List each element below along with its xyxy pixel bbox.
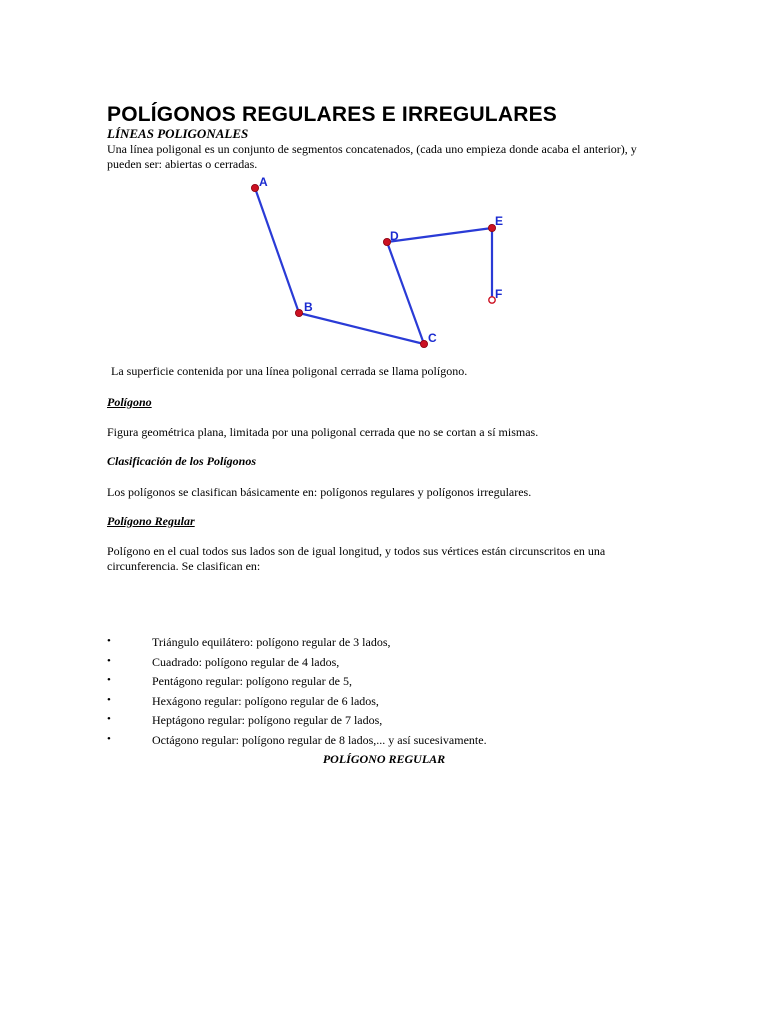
segment-bc <box>299 313 424 344</box>
label-e: E <box>495 214 504 228</box>
regular-heading: Polígono Regular <box>107 514 195 528</box>
clasificacion-heading: Clasificación de los Polígonos <box>107 454 257 468</box>
list-item-text: Triángulo equilátero: polígono regular de 3 lados, <box>152 635 391 649</box>
intro-paragraph: Una línea poligonal es un conjunto de segmentos concatenados, (cada uno empieza donde acaba el anterior), y pueden ser: abiertas o cerradas. <box>107 142 637 171</box>
page-title: POLÍGONOS REGULARES E IRREGULARES <box>107 103 557 126</box>
bullet-icon: • <box>107 713 111 725</box>
label-d: D <box>390 229 399 243</box>
list-item-text: Heptágono regular: polígono regular de 7 lados, <box>152 713 383 727</box>
bullet-icon: • <box>107 732 111 745</box>
bullet-icon: • <box>107 693 111 706</box>
segment-cd <box>387 242 424 344</box>
label-f: F <box>495 287 503 301</box>
segment-de <box>387 228 492 242</box>
label-a: A <box>259 175 268 189</box>
bullet-icon: • <box>107 674 111 686</box>
point-labels <box>259 175 503 345</box>
point-a <box>251 184 258 191</box>
poligono-heading: Polígono <box>107 395 152 409</box>
clasificacion-paragraph: Los polígonos se clasifican básicamente en: polígonos regulares y polígonos irregulares. <box>107 485 532 499</box>
figure-caption: POLÍGONO REGULAR <box>322 752 446 766</box>
point-b <box>295 309 302 316</box>
point-c <box>420 340 427 347</box>
list-item-text: Octágono regular: polígono regular de 8 lados,... y así sucesivamente. <box>152 732 487 747</box>
list-item-text: Cuadrado: polígono regular de 4 lados, <box>152 654 340 669</box>
bullet-icon: • <box>107 635 111 647</box>
regular-paragraph: Polígono en el cual todos sus lados son de igual longitud, y todos sus vértices están circunscritos en una circunferencia. Se clasifican en: <box>107 544 606 573</box>
poligono-definition: Figura geométrica plana, limitada por una poligonal cerrada que no se cortan a sí mismas. <box>107 425 539 439</box>
list-item-text: Pentágono regular: polígono regular de 5, <box>152 674 352 688</box>
section-subtitle: LÍNEAS POLIGONALES <box>107 126 249 141</box>
bullet-icon: • <box>107 654 111 667</box>
segment-ab <box>255 188 299 313</box>
list-item-text: Hexágono regular: polígono regular de 6 lados, <box>152 693 379 708</box>
surface-paragraph: La superficie contenida por una línea poligonal cerrada se llama polígono. <box>111 364 468 378</box>
polyline-points <box>251 184 495 347</box>
label-b: B <box>304 300 313 314</box>
polygonal-line-figure <box>242 172 522 362</box>
polyline-segments <box>255 188 492 344</box>
label-c: C <box>428 331 437 345</box>
